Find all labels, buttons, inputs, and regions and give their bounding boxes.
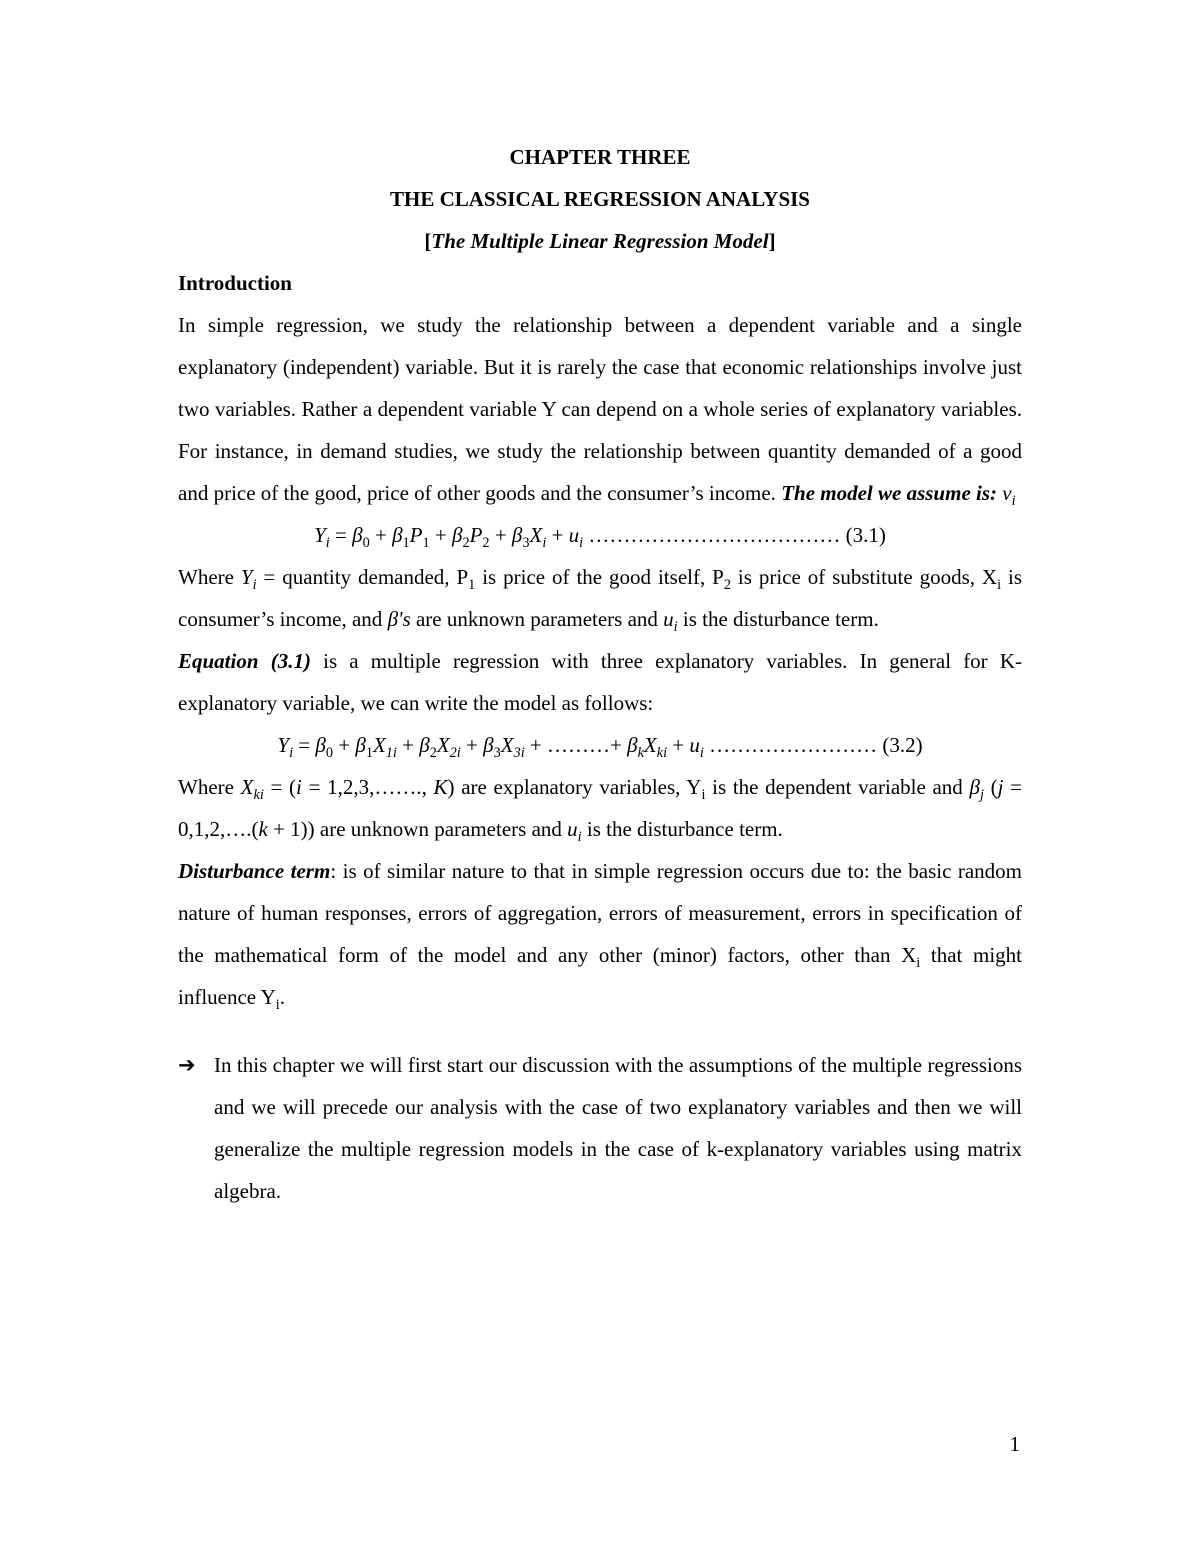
paragraph-disturbance-term: Disturbance term: is of similar nature to that in simple regression occurs due to: the basic random nature of human responses, errors of aggregation, errors of measurement, errors in specification of the mathematical form of the model and any other (minor) factors, other than $X_i$ that might influence $Y_i$. [178,859,1023,1014]
section-heading-introduction: Introduction [178,271,292,295]
arrow-icon: ➔ [178,1053,196,1077]
bullet-paragraph: In this chapter we will first start our discussion with the assumptions of the multiple regressions and we will precede our analysis with the case of two explanatory variables and then we will generalize the multiple regression models in the case of k-explanatory variables using matrix algebra. [214,1053,1022,1203]
paragraph-where-equation-1: Where $Y_i$ = quantity demanded, $P_1$ is price of the good itself, $P_2$ is price of substitute goods, $X_i$ is consumer’s income, and β's are unknown parameters and $u_i$ is the disturbance term. [178,565,1022,636]
equation-3-1: $Y_i = \beta_0 + \beta_1P_1 + \beta_2P_2 + \beta_3X_i + u_i$ ……………………………… (3.1) [314,523,886,552]
paragraph-equation-31-note: Equation (3.1) is a multiple regression with three explanatory variables. In general for K-explanatory variable, we can write the model as follows: [178,649,1023,715]
arrow-bullet-item [178,1044,1022,1212]
page-number: 1 [1009,1432,1020,1456]
document-title: THE CLASSICAL REGRESSION ANALYSIS [390,187,810,211]
document-subtitle: [The Multiple Linear Regression Model] [424,229,776,253]
chapter-heading: CHAPTER THREE [509,145,691,169]
paragraph-where-equation-2: Where $X_{ki} = (i$ = 1,2,3,……., K) are explanatory variables, $Y_i$ is the dependent variable and $\beta_j$ (j = 0,1,2,….(k + 1)) are unknown parameters and $u_i$ is the disturbance term. [178,775,1023,846]
equation-3-2: $Y_i = \beta_0 + \beta_1X_{1i} + \beta_2X_{2i} + \beta_3X_{3i}$ + ………+ $\beta_kX_{ki} + u_i$ …………………… (3.2) [277,733,923,762]
paragraph-introduction: In simple regression, we study the relationship between a dependent variable and a single explanatory (independent) variable. But it is rarely the case that economic relationships involve just two variables. Rather a dependent variable Y can depend on a whole series of explanatory variables. For instance, in demand studies, we study the relationship between quantity demanded of a good and price of the good, price of other goods and the consumer’s income. The model we assume is: $v_i$ [178,313,1022,510]
